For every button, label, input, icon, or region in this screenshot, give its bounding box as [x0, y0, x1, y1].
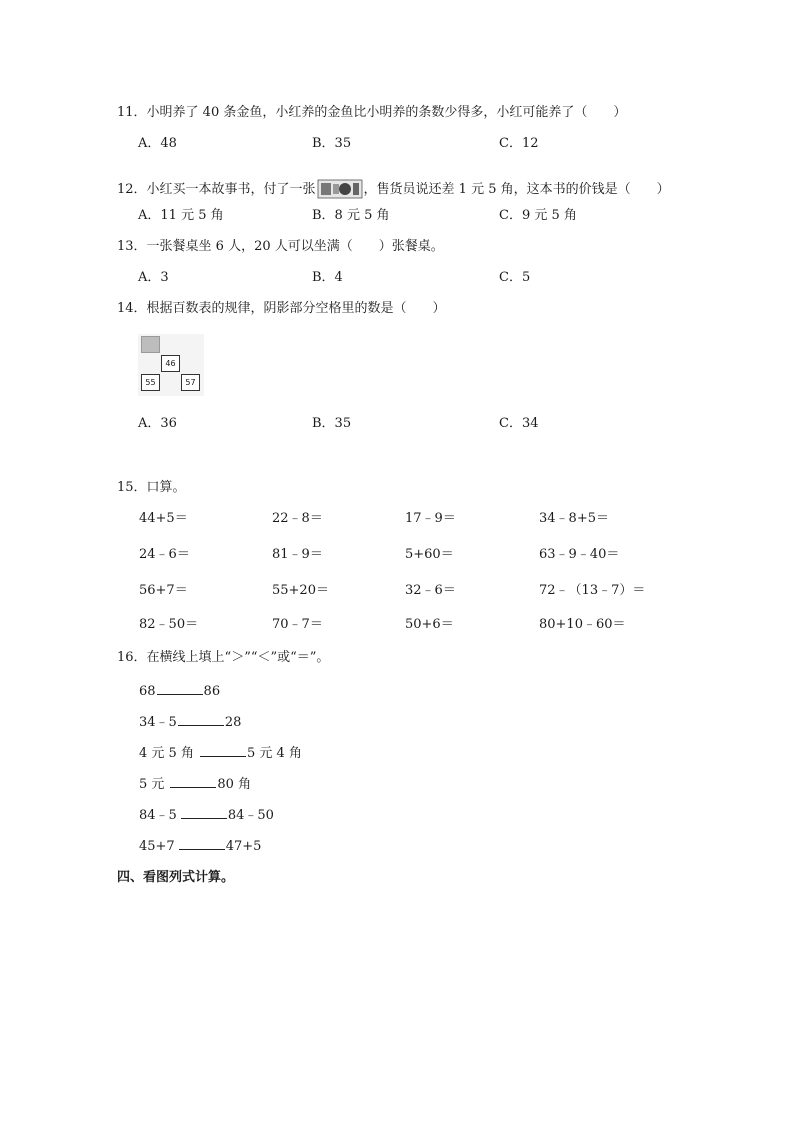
compare-left: 45+7 — [139, 839, 175, 854]
calc-item: 5+60＝ — [405, 547, 454, 562]
q16-title: 16．在横线上填上“＞”“＜”或“＝”。 — [117, 650, 330, 665]
answer-blank[interactable] — [157, 682, 203, 695]
q11-option-a: A．48 — [138, 136, 177, 151]
compare-right: 5 元 4 角 — [246, 746, 302, 761]
section-heading: 四、看图列式计算。 — [117, 870, 235, 885]
grid-cell-57: 57 — [181, 374, 200, 391]
q13-option-b: B．4 — [312, 270, 343, 285]
calc-item: 22﹣8＝ — [272, 511, 323, 526]
q13-stem: 13．一张餐桌坐 6 人，20 人可以坐满（ ）张餐桌。 — [117, 239, 444, 254]
banknote-image — [317, 177, 363, 201]
compare-item — [139, 713, 241, 731]
q14-option-b: B．35 — [312, 416, 352, 431]
calc-item: 82﹣50＝ — [139, 617, 199, 632]
q12-option-b: B．8 元 5 角 — [312, 208, 390, 223]
compare-right: 47+5 — [225, 839, 262, 854]
calc-item: 55+20＝ — [272, 583, 329, 598]
calc-item: 70﹣7＝ — [272, 617, 323, 632]
q14-option-a: A．36 — [138, 416, 177, 431]
q12-stem — [117, 177, 670, 201]
q11-stem: 11．小明养了 40 条金鱼，小红养的金鱼比小明养的条数少得多，小红可能养了（ ） — [117, 105, 627, 120]
q12-option-c: C．9 元 5 角 — [499, 208, 577, 223]
answer-blank[interactable] — [200, 744, 246, 757]
grid-cell-46: 46 — [161, 355, 180, 372]
answer-blank[interactable] — [181, 806, 227, 819]
calc-item: 72﹣（13﹣7）＝ — [539, 583, 646, 598]
calc-item: 24﹣6＝ — [139, 547, 190, 562]
compare-left: 5 元 — [139, 777, 165, 792]
calc-item: 17﹣9＝ — [405, 511, 456, 526]
calc-item: 50+6＝ — [405, 617, 454, 632]
answer-blank[interactable] — [170, 775, 216, 788]
q14-stem: 14．根据百数表的规律，阴影部分空格里的数是（ ） — [117, 301, 446, 316]
q13-option-a: A．3 — [138, 270, 169, 285]
q14-option-c: C．34 — [499, 416, 539, 431]
compare-right: 80 角 — [217, 777, 252, 792]
q15-title: 15．口算。 — [117, 480, 186, 495]
answer-blank[interactable] — [178, 713, 224, 726]
grid-cell-55: 55 — [141, 374, 160, 391]
compare-item — [139, 837, 261, 855]
answer-blank[interactable] — [179, 837, 225, 850]
compare-left: 84﹣5 — [139, 808, 177, 823]
compare-left: 34﹣5 — [139, 715, 177, 730]
compare-item — [139, 744, 302, 762]
q11-option-c: C．12 — [499, 136, 539, 151]
compare-right: 86 — [203, 684, 221, 699]
calc-item: 32﹣6＝ — [405, 583, 456, 598]
compare-right: 28 — [224, 715, 242, 730]
compare-item — [139, 775, 251, 793]
calc-item: 81﹣9＝ — [272, 547, 323, 562]
hundred-chart-figure — [138, 334, 204, 396]
calc-item: 63﹣9﹣40＝ — [539, 547, 620, 562]
compare-left: 68 — [139, 684, 156, 699]
q12-stem-after: ，售货员说还差 1 元 5 角，这本书的价钱是（ ） — [363, 182, 670, 197]
calc-item: 80+10﹣60＝ — [539, 617, 626, 632]
q12-option-a: A．11 元 5 角 — [138, 208, 224, 223]
q13-option-c: C．5 — [499, 270, 531, 285]
calc-item: 34﹣8+5＝ — [539, 511, 609, 526]
q12-stem-before: 12．小红买一本故事书，付了一张 — [117, 182, 316, 197]
compare-item — [139, 806, 274, 824]
compare-item — [139, 682, 220, 700]
q11-option-b: B．35 — [312, 136, 352, 151]
calc-item: 44+5＝ — [139, 511, 188, 526]
compare-left: 4 元 5 角 — [139, 746, 194, 761]
shaded-cell — [141, 336, 160, 353]
compare-right: 84﹣50 — [227, 808, 274, 823]
calc-item: 56+7＝ — [139, 583, 188, 598]
